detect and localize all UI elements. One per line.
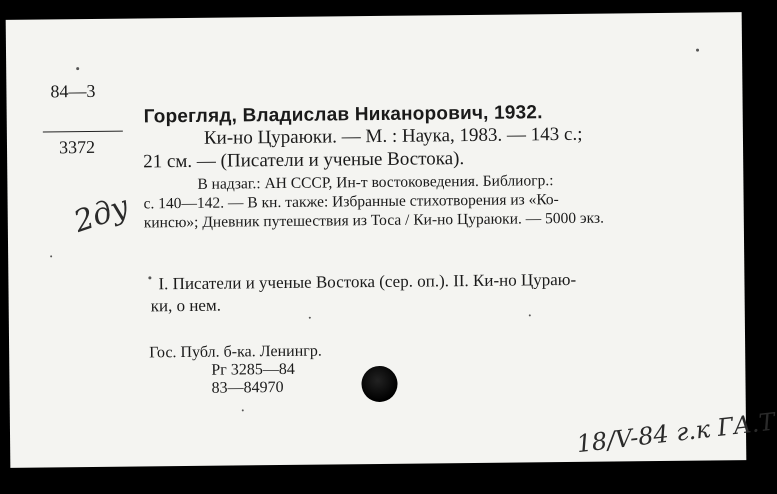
speck (696, 49, 699, 52)
library-line-2: Рг 3285—84 (211, 360, 295, 379)
catalog-card (6, 12, 777, 468)
handwritten-mark-left: 2ду (69, 188, 134, 240)
library-line-1: Гос. Публ. б-ка. Ленингр. (149, 342, 322, 362)
speck (148, 276, 151, 279)
entry-heading: Горегляд, Владислав Никанорович, 1932. (143, 102, 543, 128)
speck (309, 317, 311, 319)
speck (76, 67, 79, 70)
punch-hole (361, 366, 397, 402)
speck (529, 314, 531, 316)
handwritten-note-bottom-right: 18/V-84 г.к ГА.Т (575, 407, 777, 459)
speck (50, 255, 52, 257)
entry-title-line-2: 21 см. — (Писатели и ученые Востока). (143, 148, 465, 173)
shelfmark-divider (43, 131, 123, 133)
subjects-line-1: I. Писатели и ученые Востока (сер. оп.). II. Ки-но Цураю- (158, 269, 577, 294)
library-line-3: 83—84970 (211, 378, 284, 397)
shelfmark-bottom: 3372 (58, 136, 96, 158)
note-line-2: с. 140—142. — В кн. также: Избранные стихотворения из «Ко- (143, 191, 559, 213)
shelfmark-top: 84—3 (50, 80, 96, 102)
speck (242, 409, 244, 411)
note-line-3: кинсю»; Дневник путешествия из Тоса / Ки-но Цураюки. — 5000 экз. (143, 209, 605, 232)
subjects-line-2: ки, о нем. (150, 295, 222, 316)
note-line-1: В надзаг.: АН СССР, Ин-т востоковедения. Библиогр.: (197, 172, 554, 193)
entry-title-line-1: Ки-но Цураюки. — М. : Наука, 1983. — 143 с.; (203, 123, 583, 149)
